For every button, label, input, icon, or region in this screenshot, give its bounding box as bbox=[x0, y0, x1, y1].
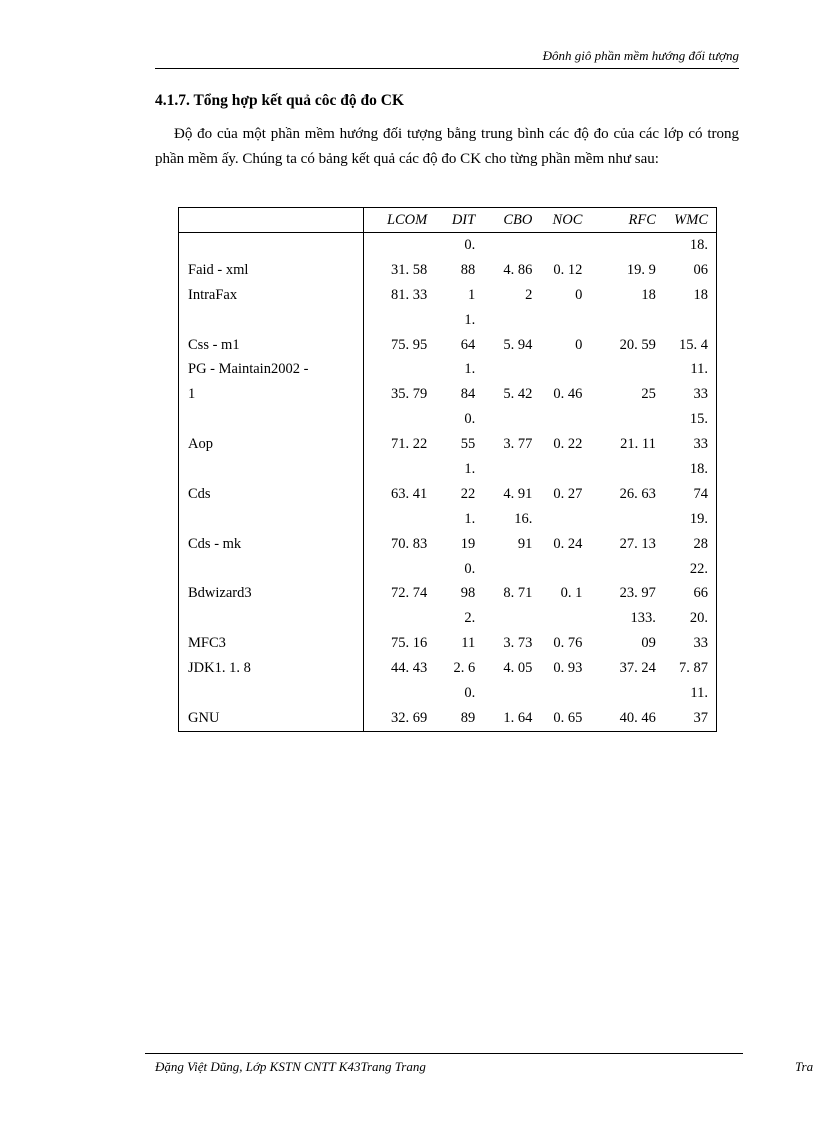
metric-cell: 0. 12 bbox=[553, 261, 583, 278]
metric-cell: 64 bbox=[460, 336, 476, 353]
metric-cell bbox=[540, 407, 590, 432]
metric-cell: 19 bbox=[460, 535, 476, 552]
metric-cell bbox=[483, 681, 540, 706]
metric-cell: 0. bbox=[464, 560, 476, 577]
table-row bbox=[179, 432, 717, 457]
metric-cell: 20. 59 bbox=[619, 336, 656, 353]
metric-cell: 18. bbox=[689, 236, 708, 253]
table-row bbox=[179, 308, 717, 333]
table-row bbox=[179, 656, 717, 681]
footer-author: Đặng Việt Dũng, Lớp KSTN CNTT K43Trang Trang bbox=[155, 1059, 426, 1074]
metric-cell: 89 bbox=[460, 709, 476, 726]
metric-cell: 84 bbox=[460, 386, 476, 403]
metric-cell: 66 bbox=[693, 585, 708, 602]
metric-cell bbox=[483, 357, 540, 382]
metric-cell bbox=[540, 233, 590, 258]
metric-cell: 26. 63 bbox=[619, 485, 656, 502]
metric-cell: 71. 22 bbox=[390, 436, 428, 453]
metric-cell: 55 bbox=[460, 436, 476, 453]
metric-cell: 0. 65 bbox=[553, 709, 583, 726]
metric-cell: 1. bbox=[464, 361, 476, 378]
metric-cell: 70. 83 bbox=[390, 535, 428, 552]
metric-cell: 37. 24 bbox=[619, 660, 656, 677]
metric-cell: 23. 97 bbox=[619, 585, 656, 602]
table-row bbox=[179, 507, 717, 532]
metric-cell bbox=[540, 606, 590, 631]
metric-cell: 37 bbox=[693, 709, 708, 726]
metric-cell: 63. 41 bbox=[390, 485, 428, 502]
metric-cell: 0. bbox=[464, 236, 476, 253]
metric-cell: 09 bbox=[641, 635, 656, 652]
section-title: 4.1.7. Tổng hợp kết quả côc độ đo CK bbox=[155, 92, 405, 109]
metric-cell bbox=[363, 233, 435, 258]
metric-cell bbox=[363, 606, 435, 631]
table-row bbox=[179, 357, 717, 382]
software-name-cell: Cds - mk bbox=[179, 532, 364, 557]
metric-cell: 4. 91 bbox=[503, 485, 533, 502]
metric-cell: 7. 87 bbox=[679, 660, 708, 677]
software-name-cell: GNU bbox=[179, 706, 364, 731]
metric-cell: 88 bbox=[460, 261, 476, 278]
software-name-cell: Faid - xml bbox=[179, 258, 364, 283]
header-cell-name bbox=[179, 208, 364, 233]
metric-cell bbox=[363, 407, 435, 432]
metric-cell: 75. 95 bbox=[390, 336, 428, 353]
metric-cell: 1. bbox=[464, 460, 476, 477]
header-title: Đônh giô phần mềm hướng đối tượng bbox=[542, 48, 739, 63]
software-name-cell bbox=[179, 457, 364, 482]
metric-cell bbox=[590, 507, 664, 532]
table-row bbox=[179, 482, 717, 507]
metric-cell: 0. bbox=[464, 684, 476, 701]
metric-cell: 44. 43 bbox=[390, 660, 428, 677]
metric-cell: 15. bbox=[689, 411, 708, 428]
metric-cell: 16. bbox=[514, 510, 533, 527]
metric-cell: 1. bbox=[464, 311, 476, 328]
software-name-cell: Cds bbox=[179, 482, 364, 507]
metric-cell: 25 bbox=[641, 386, 656, 403]
metric-cell bbox=[590, 233, 664, 258]
metric-cell: 2. 6 bbox=[453, 660, 476, 677]
metric-cell bbox=[590, 308, 664, 333]
metric-cell: 19. 9 bbox=[626, 261, 656, 278]
metric-cell: 35. 79 bbox=[390, 386, 428, 403]
software-name-cell: JDK1. 1. 8 bbox=[179, 656, 364, 681]
metric-cell: 15. 4 bbox=[679, 336, 708, 353]
metric-cell: 0. 22 bbox=[553, 436, 583, 453]
metric-cell: 133. bbox=[630, 610, 656, 627]
table-row bbox=[179, 258, 717, 283]
metric-cell: 5. 42 bbox=[503, 386, 533, 403]
header-cell-cbo: CBO bbox=[483, 208, 540, 233]
metric-cell: 11. bbox=[690, 361, 708, 378]
table-header-row bbox=[179, 208, 717, 233]
footer-page-label: Tra bbox=[795, 1059, 814, 1074]
table-row bbox=[179, 233, 717, 258]
metric-cell: 20. bbox=[689, 610, 708, 627]
metric-cell: 06 bbox=[693, 261, 708, 278]
software-name-cell bbox=[179, 407, 364, 432]
metric-cell bbox=[664, 308, 717, 333]
metric-cell: 98 bbox=[460, 585, 476, 602]
metric-cell bbox=[363, 681, 435, 706]
header-cell-rfc: RFC bbox=[590, 208, 664, 233]
metric-cell: 8. 71 bbox=[503, 585, 533, 602]
table-row bbox=[179, 606, 717, 631]
metric-cell: 18. bbox=[689, 460, 708, 477]
metric-cell: 0. 27 bbox=[553, 485, 583, 502]
metric-cell bbox=[483, 557, 540, 582]
metric-cell: 72. 74 bbox=[390, 585, 428, 602]
metric-cell: 2 bbox=[525, 286, 533, 303]
software-name-cell bbox=[179, 606, 364, 631]
metric-cell: 0. 24 bbox=[553, 535, 583, 552]
header-cell-lcom: LCOM bbox=[363, 208, 435, 233]
software-name-cell: PG - Maintain2002 - bbox=[179, 357, 364, 382]
metric-cell: 11 bbox=[461, 635, 476, 652]
metric-cell bbox=[540, 507, 590, 532]
metric-cell: 3. 77 bbox=[503, 436, 533, 453]
metric-cell: 0. 93 bbox=[553, 660, 583, 677]
metric-cell: 22. bbox=[689, 560, 708, 577]
metric-cell bbox=[590, 681, 664, 706]
software-name-cell bbox=[179, 681, 364, 706]
metric-cell bbox=[363, 507, 435, 532]
software-name-cell: IntraFax bbox=[179, 283, 364, 308]
metric-cell bbox=[483, 233, 540, 258]
metric-cell: 3. 73 bbox=[503, 635, 533, 652]
metric-cell: 2. bbox=[464, 610, 476, 627]
table-body bbox=[179, 233, 717, 732]
metric-cell bbox=[540, 308, 590, 333]
table-row bbox=[179, 681, 717, 706]
software-name-cell bbox=[179, 308, 364, 333]
software-name-cell: Bdwizard3 bbox=[179, 581, 364, 606]
body-paragraph: Độ đo của một phần mềm hướng đối tượng bằng trung bình các độ đo của các lớp có trong phần mềm ấy. Chúng ta có bảng kết quả các độ đo CK cho từng phần mềm như sau: bbox=[155, 126, 739, 167]
table-row bbox=[179, 333, 717, 358]
software-name-cell bbox=[179, 233, 364, 258]
table-row bbox=[179, 532, 717, 557]
metric-cell: 32. 69 bbox=[390, 709, 428, 726]
metric-cell: 33 bbox=[693, 635, 708, 652]
metric-cell: 33 bbox=[693, 386, 708, 403]
metric-cell bbox=[590, 407, 664, 432]
header-cell-wmc: WMC bbox=[664, 208, 717, 233]
header-cell-dit: DIT bbox=[435, 208, 483, 233]
metric-cell: 74 bbox=[693, 485, 708, 502]
table-row bbox=[179, 382, 717, 407]
software-name-cell bbox=[179, 507, 364, 532]
metric-cell: 31. 58 bbox=[390, 261, 428, 278]
metric-cell: 75. 16 bbox=[390, 635, 428, 652]
ck-metrics-table bbox=[178, 207, 717, 732]
metric-cell: 28 bbox=[693, 535, 708, 552]
metric-cell: 0. 76 bbox=[553, 635, 583, 652]
metric-cell: 0. 46 bbox=[553, 386, 583, 403]
metric-cell bbox=[363, 457, 435, 482]
page-header bbox=[155, 44, 739, 69]
metric-cell: 1. bbox=[464, 510, 476, 527]
software-name-cell: Aop bbox=[179, 432, 364, 457]
metric-cell: 91 bbox=[517, 535, 533, 552]
header-cell-noc: NOC bbox=[540, 208, 590, 233]
metric-cell: 0. 1 bbox=[560, 585, 583, 602]
metric-cell bbox=[590, 457, 664, 482]
metric-cell: 5. 94 bbox=[503, 336, 533, 353]
table-row bbox=[179, 581, 717, 606]
software-name-cell: MFC3 bbox=[179, 631, 364, 656]
footer-divider bbox=[145, 1053, 743, 1054]
table-row bbox=[179, 407, 717, 432]
metric-cell bbox=[483, 308, 540, 333]
metric-cell bbox=[483, 606, 540, 631]
metric-cell: 18 bbox=[641, 286, 656, 303]
metric-cell: 21. 11 bbox=[620, 436, 656, 453]
metric-cell: 1 bbox=[467, 286, 476, 303]
metric-cell: 18 bbox=[693, 286, 708, 303]
table-row bbox=[179, 706, 717, 731]
metric-cell bbox=[483, 457, 540, 482]
metric-cell: 0 bbox=[575, 336, 583, 353]
metric-cell bbox=[363, 557, 435, 582]
metric-cell: 22 bbox=[460, 485, 476, 502]
table-row bbox=[179, 283, 717, 308]
metric-cell: 40. 46 bbox=[619, 709, 656, 726]
metric-cell: 11. bbox=[690, 684, 708, 701]
metric-cell: 19. bbox=[689, 510, 708, 527]
metric-cell: 4. 05 bbox=[503, 660, 533, 677]
metric-cell: 27. 13 bbox=[619, 535, 656, 552]
table-row bbox=[179, 457, 717, 482]
metric-cell bbox=[363, 357, 435, 382]
metric-cell bbox=[540, 457, 590, 482]
table-row bbox=[179, 557, 717, 582]
metric-cell: 81. 33 bbox=[390, 286, 428, 303]
metric-cell bbox=[590, 557, 664, 582]
software-name-cell bbox=[179, 557, 364, 582]
software-name-cell: Css - m1 bbox=[179, 333, 364, 358]
metric-cell bbox=[540, 681, 590, 706]
table-row bbox=[179, 631, 717, 656]
metric-cell: 0 bbox=[575, 286, 583, 303]
metric-cell bbox=[483, 407, 540, 432]
metric-cell: 1. 64 bbox=[503, 709, 533, 726]
metric-cell bbox=[540, 557, 590, 582]
software-name-cell: 1 bbox=[179, 382, 364, 407]
metric-cell: 33 bbox=[693, 436, 708, 453]
metric-cell bbox=[363, 308, 435, 333]
metric-cell bbox=[540, 357, 590, 382]
metric-cell bbox=[590, 357, 664, 382]
metric-cell: 4. 86 bbox=[503, 261, 533, 278]
metric-cell: 0. bbox=[464, 411, 476, 428]
